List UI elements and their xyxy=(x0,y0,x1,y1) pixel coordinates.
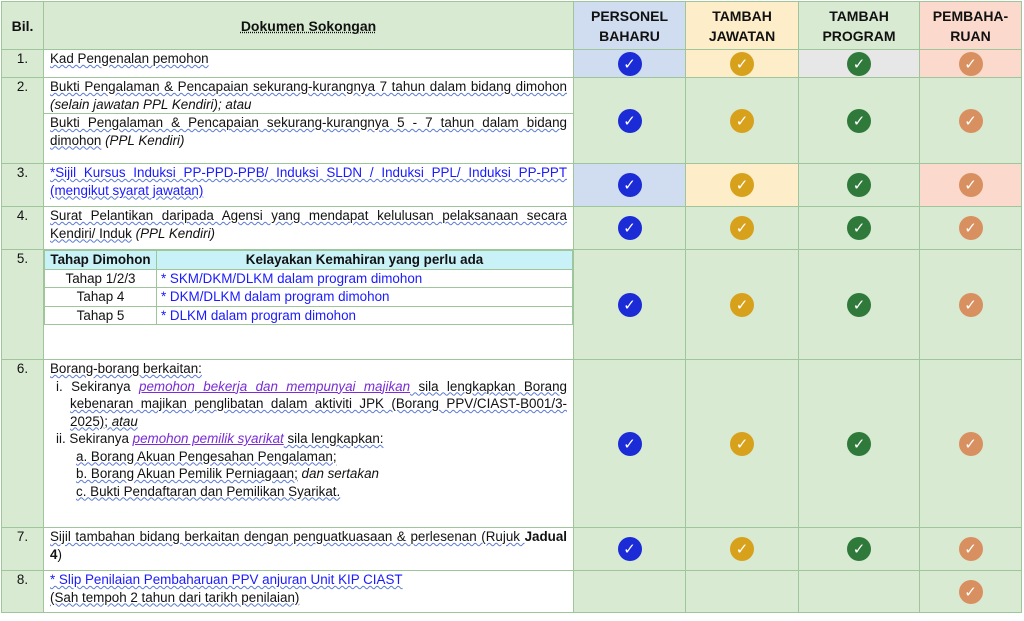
check-icon: ✓ xyxy=(959,432,983,456)
header-tambah-program: TAMBAH PROGRAM xyxy=(799,2,920,50)
row-number: 1. xyxy=(2,50,44,78)
check-icon: ✓ xyxy=(730,216,754,240)
kelayakan-header: Kelayakan Kemahiran yang perlu ada xyxy=(157,251,573,270)
header-row xyxy=(2,2,1022,50)
header-tambah-jawatan: TAMBAH JAWATAN xyxy=(686,2,799,50)
check-icon: ✓ xyxy=(847,537,871,561)
table-row xyxy=(2,50,1022,78)
check-icon: ✓ xyxy=(618,52,642,76)
row-text: * Slip Penilaian Pembaharuan PPV anjuran Unit KIP CIAST (Sah tempoh 2 tahun dari tarikh penilaian) xyxy=(44,571,574,613)
check-icon: ✓ xyxy=(959,537,983,561)
check-icon: ✓ xyxy=(959,216,983,240)
document-table xyxy=(1,1,1022,613)
kelayakan-table xyxy=(44,250,573,325)
check-icon: ✓ xyxy=(618,293,642,317)
check-icon: ✓ xyxy=(959,52,983,76)
row-number: 3. xyxy=(2,164,44,207)
row-number: 4. xyxy=(2,207,44,250)
table-row xyxy=(2,164,1022,207)
row-text: Bukti Pengalaman & Pencapaian sekurang-kurangnya 7 tahun dalam bidang dimohon (selain jawatan PPL Kendiri); atau Bukti Pengalaman & Pencapaian sekurang-kurangnya 5 - 7 tahun dalam bidang dimohon (PPL Kendiri) xyxy=(44,78,574,164)
check-icon: ✓ xyxy=(730,432,754,456)
row-number: 8. xyxy=(2,571,44,613)
row-number: 2. xyxy=(2,78,44,164)
row-text xyxy=(44,250,574,360)
check-icon: ✓ xyxy=(618,109,642,133)
check-icon: ✓ xyxy=(730,537,754,561)
check-icon: ✓ xyxy=(959,173,983,197)
check-icon: ✓ xyxy=(618,432,642,456)
kelayakan-cell: * DKM/DLKM dalam program dimohon xyxy=(157,288,573,307)
row-number: 6. xyxy=(2,360,44,528)
header-pembaharuan: PEMBAHA- RUAN xyxy=(920,2,1022,50)
check-icon: ✓ xyxy=(730,293,754,317)
check-icon: ✓ xyxy=(847,293,871,317)
check-icon: ✓ xyxy=(618,216,642,240)
tahap-cell: Tahap 1/2/3 xyxy=(45,269,157,288)
check-icon: ✓ xyxy=(730,109,754,133)
table-row xyxy=(2,78,1022,164)
kelayakan-cell: * SKM/DKM/DLKM dalam program dimohon xyxy=(157,269,573,288)
table-row xyxy=(2,571,1022,613)
tahap-header: Tahap Dimohon xyxy=(45,251,157,270)
check-icon: ✓ xyxy=(847,52,871,76)
check-icon: ✓ xyxy=(618,173,642,197)
check-icon: ✓ xyxy=(847,432,871,456)
table-row xyxy=(2,360,1022,528)
check-icon: ✓ xyxy=(847,109,871,133)
check-icon: ✓ xyxy=(847,173,871,197)
row-text: *Sijil Kursus Induksi PP-PPD-PPB/ Induksi SLDN / Induksi PPL/ Induksi PP-PPT (mengikut syarat jawatan) xyxy=(44,164,574,207)
row-number: 7. xyxy=(2,528,44,571)
check-icon: ✓ xyxy=(847,216,871,240)
check-icon: ✓ xyxy=(618,537,642,561)
table-row xyxy=(2,250,1022,360)
header-dokumen: Dokumen Sokongan xyxy=(44,2,574,50)
tahap-cell: Tahap 4 xyxy=(45,288,157,307)
check-icon: ✓ xyxy=(959,580,983,604)
header-bil: Bil. xyxy=(2,2,44,50)
check-icon: ✓ xyxy=(959,293,983,317)
header-personel-baharu: PERSONEL BAHARU xyxy=(574,2,686,50)
kelayakan-cell: * DLKM dalam program dimohon xyxy=(157,306,573,325)
table-row xyxy=(2,207,1022,250)
row-number: 5. xyxy=(2,250,44,360)
check-icon: ✓ xyxy=(959,109,983,133)
row-text: Surat Pelantikan daripada Agensi yang mendapat kelulusan pelaksanaan secara Kendiri/ Induk (PPL Kendiri) xyxy=(44,207,574,250)
row-text: Sijil tambahan bidang berkaitan dengan penguatkuasaan & perlesenan (Rujuk Jadual 4) xyxy=(44,528,574,571)
tahap-cell: Tahap 5 xyxy=(45,306,157,325)
check-icon: ✓ xyxy=(730,173,754,197)
check-icon: ✓ xyxy=(730,52,754,76)
row-text: Borang-borang berkaitan: i. Sekiranya pemohon bekerja dan mempunyai majikan sila lengkapkan Borang kebenaran majikan penglibatan dalam aktiviti JPK (Borang PPV/CIAST-B001/3-2025); atau ii. Sekiranya pemohon pemilik syarikat sila lengkapkan: a. Borang Akuan Pengesahan Pengalaman; b. Borang Akuan Pemilik Perniagaan; dan sertakan c. Bukti Pendaftaran dan Pemilikan Syarikat. xyxy=(44,360,574,528)
table-row xyxy=(2,528,1022,571)
row-text: Kad Pengenalan pemohon xyxy=(44,50,574,78)
